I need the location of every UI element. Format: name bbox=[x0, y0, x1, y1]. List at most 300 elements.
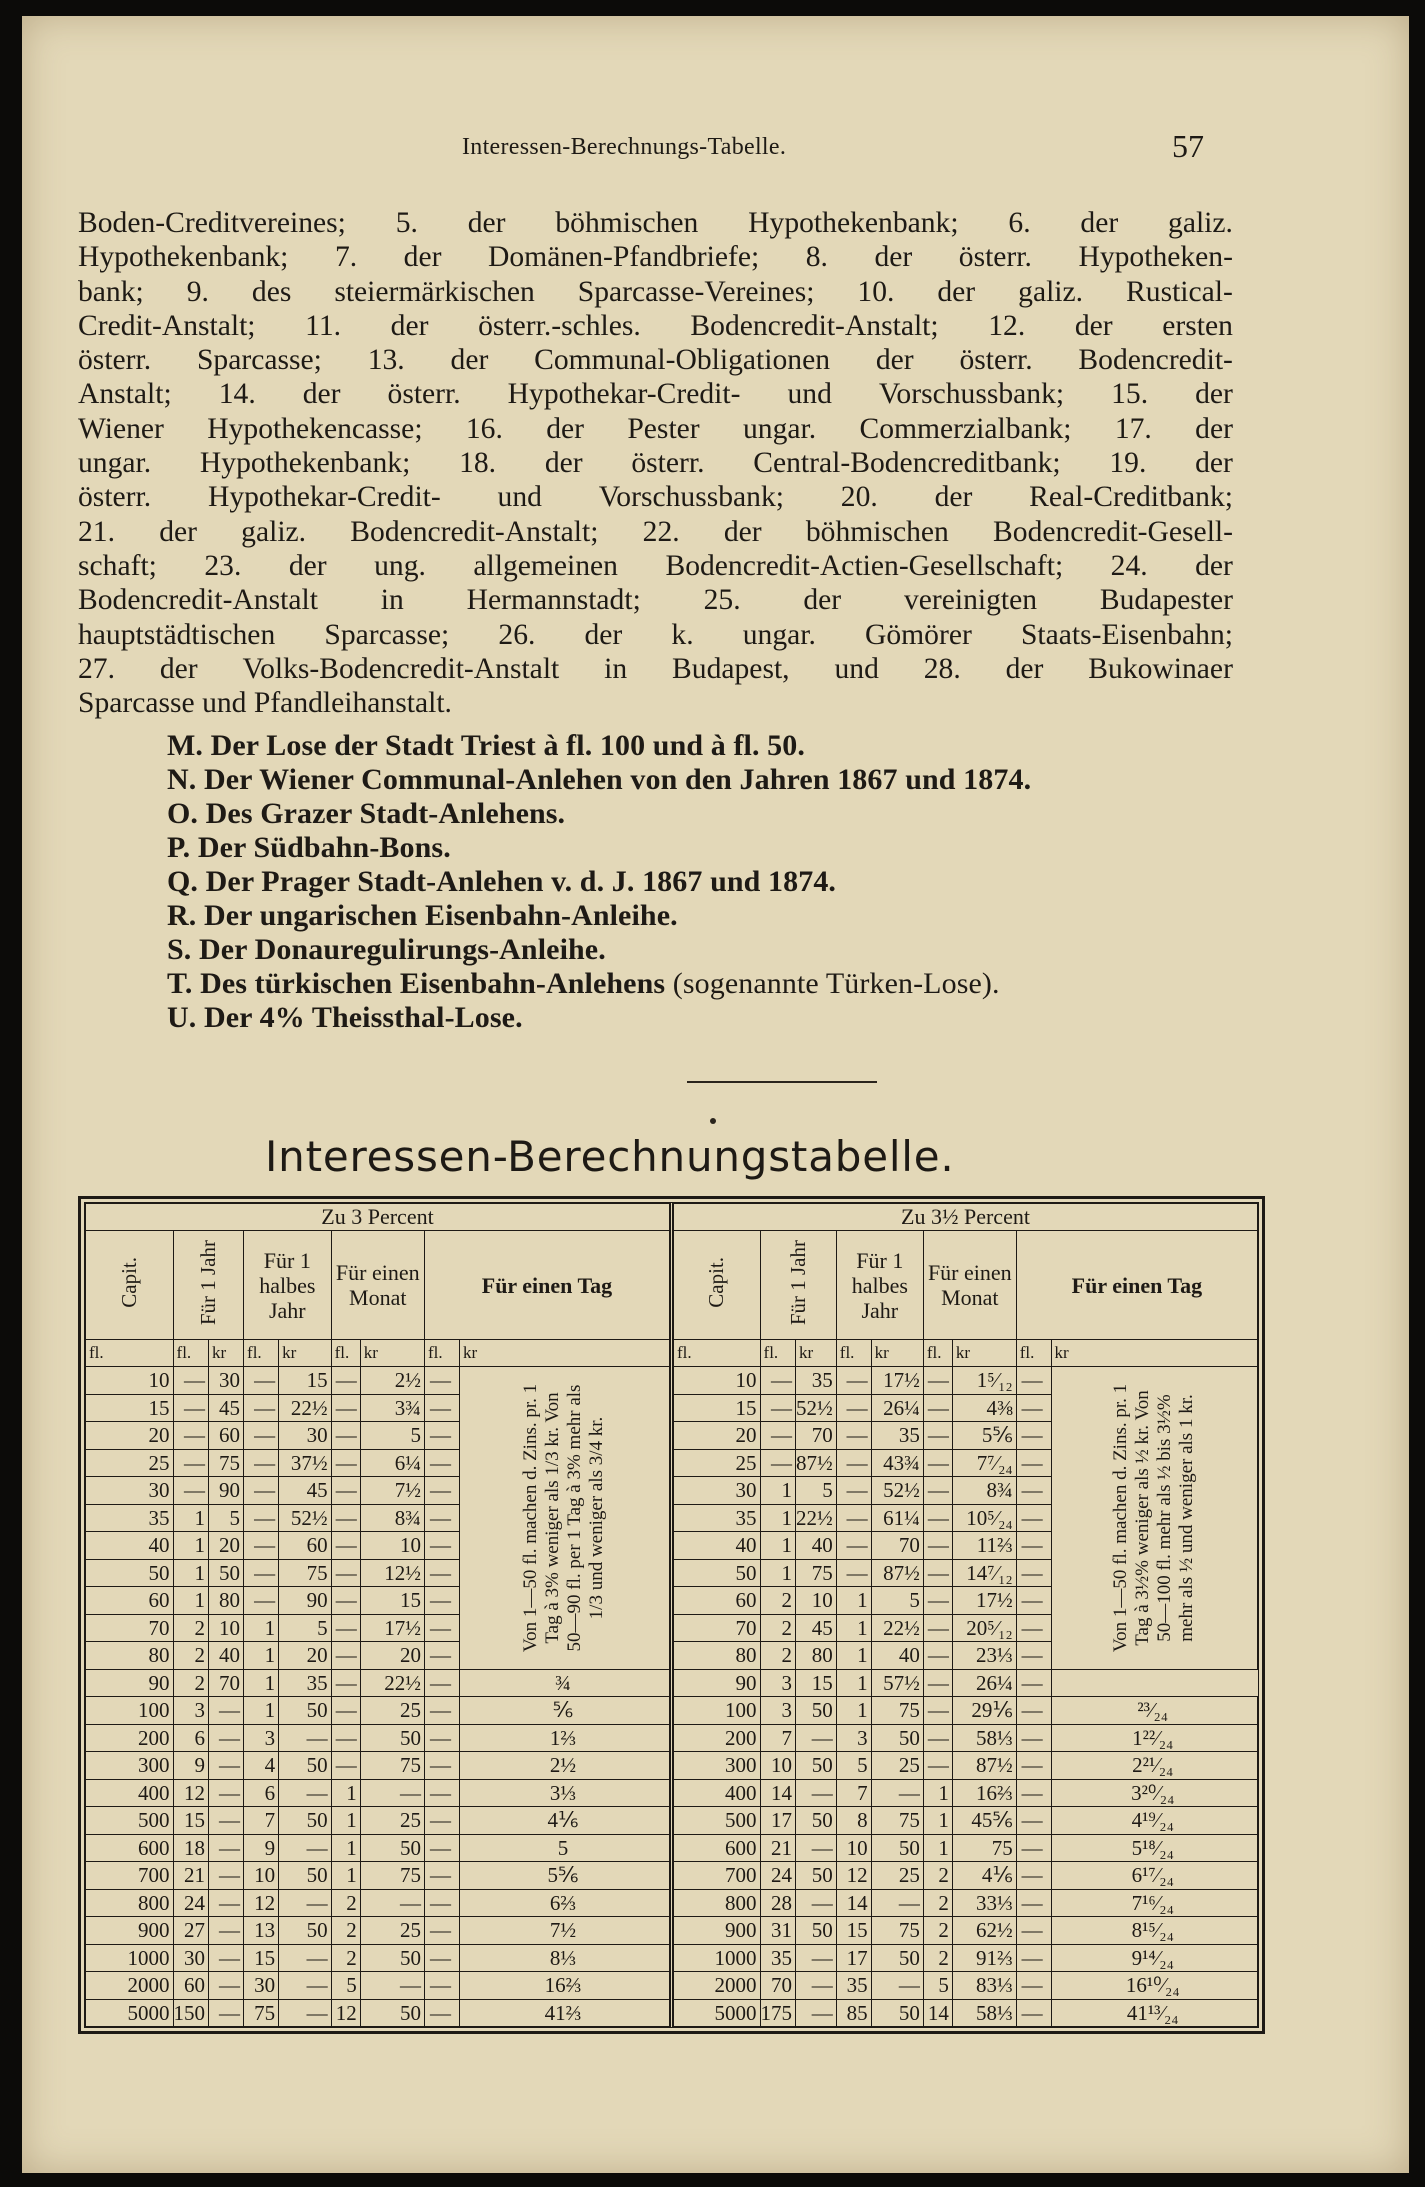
table-cell: 500 bbox=[674, 1807, 761, 1835]
table-cell: — bbox=[279, 1944, 332, 1972]
table-cell: 5 bbox=[923, 1972, 952, 2000]
word: Bodencredit-Actien-Gesellschaft; bbox=[665, 549, 1064, 582]
unit-label: fl. bbox=[86, 1340, 174, 1367]
table-row bbox=[86, 1917, 670, 1945]
header-month: Für einen Monat bbox=[923, 1231, 1016, 1340]
table-cell: — bbox=[424, 1394, 459, 1422]
table-cell: 15 bbox=[360, 1587, 424, 1615]
table-cell: 75 bbox=[871, 1697, 923, 1725]
header-day: Für einen Tag bbox=[424, 1231, 669, 1340]
table-cell: 80 bbox=[86, 1642, 174, 1670]
word: österr. bbox=[631, 447, 705, 480]
table-cell: 10 bbox=[796, 1587, 837, 1615]
body-paragraph bbox=[78, 206, 1233, 720]
table-cell: 1 bbox=[331, 1862, 360, 1890]
word: Budapest, bbox=[672, 652, 790, 685]
cell-day: 7¹⁶⁄₂₄ bbox=[1051, 1889, 1257, 1917]
table-cell: — bbox=[1016, 1642, 1051, 1670]
table-cell: — bbox=[424, 1614, 459, 1642]
header-half-year: Für 1 halbes Jahr bbox=[836, 1231, 923, 1340]
word: Budapester bbox=[1099, 584, 1233, 617]
word: Gömörer bbox=[864, 618, 972, 651]
table-cell: 50 bbox=[871, 1724, 923, 1752]
table-cell: 80 bbox=[796, 1642, 837, 1670]
table-row bbox=[674, 1917, 1258, 1945]
table-cell: — bbox=[836, 1559, 871, 1587]
table-cell: 10 bbox=[244, 1862, 279, 1890]
lot-item bbox=[167, 797, 1031, 831]
table-cell: — bbox=[923, 1587, 952, 1615]
table-row bbox=[86, 1834, 670, 1862]
word: 24. bbox=[1110, 549, 1148, 582]
word: Sparcasse-Vereines; bbox=[577, 275, 815, 308]
word: Hypotheken- bbox=[1078, 241, 1233, 274]
table-cell: 7½ bbox=[360, 1477, 424, 1505]
table-cell: — bbox=[871, 1972, 923, 2000]
word: Bukowinaer bbox=[1088, 652, 1233, 685]
table-cell: — bbox=[1016, 1889, 1051, 1917]
word: der bbox=[546, 412, 584, 445]
table-cell: 2000 bbox=[674, 1972, 761, 2000]
table-cell: 17½ bbox=[952, 1587, 1016, 1615]
table-cell: — bbox=[279, 1889, 332, 1917]
table-cell: 23⅓ bbox=[952, 1642, 1016, 1670]
table-cell: 1 bbox=[923, 1807, 952, 1835]
table-cell: 75 bbox=[360, 1862, 424, 1890]
lot-item bbox=[167, 729, 1031, 763]
table-cell: — bbox=[173, 1367, 209, 1395]
table-cell: 11⅔ bbox=[952, 1532, 1016, 1560]
table-title: Interessen-Berechnungstabelle. bbox=[265, 1132, 955, 1181]
header-capital-label: Capit. bbox=[116, 1257, 141, 1308]
table-cell: 61¼ bbox=[871, 1504, 923, 1532]
table-cell: 8¾ bbox=[952, 1477, 1016, 1505]
table-row bbox=[86, 1752, 670, 1780]
table-cell: 10 bbox=[209, 1614, 244, 1642]
table-row bbox=[86, 1779, 670, 1807]
word: Credit-Anstalt; bbox=[78, 309, 256, 342]
table-cell: — bbox=[760, 1449, 796, 1477]
table-cell: 70 bbox=[209, 1669, 244, 1697]
table-cell: 60 bbox=[279, 1532, 332, 1560]
table-cell: — bbox=[923, 1614, 952, 1642]
table-cell: 6¼ bbox=[360, 1449, 424, 1477]
table-cell: 300 bbox=[86, 1752, 174, 1780]
table-cell: 400 bbox=[86, 1779, 174, 1807]
table-half-3-percent bbox=[85, 1203, 670, 2027]
table-cell: — bbox=[244, 1559, 279, 1587]
table-cell: 400 bbox=[674, 1779, 761, 1807]
table-cell: 1 bbox=[331, 1834, 360, 1862]
table-cell: 8 bbox=[836, 1807, 871, 1835]
table-cell: 12½ bbox=[360, 1559, 424, 1587]
word: der bbox=[450, 344, 489, 377]
word: der bbox=[1195, 549, 1233, 582]
table-cell: — bbox=[209, 1752, 244, 1780]
word: der bbox=[1005, 652, 1044, 685]
table-cell: — bbox=[760, 1367, 796, 1395]
table-cell: — bbox=[1016, 1669, 1051, 1697]
word: Hypothekar-Credit- bbox=[207, 481, 441, 514]
word: galiz. bbox=[1168, 207, 1233, 239]
table-cell: — bbox=[923, 1669, 952, 1697]
table-cell: 5000 bbox=[86, 1999, 174, 2027]
word: k. bbox=[671, 618, 694, 651]
table-cell: 1 bbox=[244, 1697, 279, 1725]
table-cell: — bbox=[923, 1422, 952, 1450]
table-row bbox=[86, 1669, 670, 1697]
table-cell: — bbox=[279, 1834, 332, 1862]
table-cell: 75 bbox=[952, 1834, 1016, 1862]
table-cell: — bbox=[424, 1724, 459, 1752]
table-cell: 20 bbox=[209, 1532, 244, 1560]
unit-label: kr bbox=[360, 1340, 424, 1367]
table-cell: 45⅚ bbox=[952, 1807, 1016, 1835]
cell-day: 1⅔ bbox=[459, 1724, 669, 1752]
table-cell: 7 bbox=[836, 1779, 871, 1807]
word: Staats-Eisenbahn; bbox=[1020, 618, 1233, 651]
cell-day: 8⅓ bbox=[459, 1944, 669, 1972]
table-cell: — bbox=[923, 1752, 952, 1780]
word: Commerzialbank; bbox=[859, 412, 1072, 445]
text-line bbox=[78, 240, 1233, 274]
word: österr. bbox=[387, 378, 461, 411]
table-cell: — bbox=[424, 1587, 459, 1615]
table-cell: 80 bbox=[209, 1587, 244, 1615]
table-cell: 24 bbox=[760, 1862, 796, 1890]
table-cell: 2 bbox=[173, 1669, 209, 1697]
table-cell: 1 bbox=[244, 1642, 279, 1670]
table-cell: 70 bbox=[86, 1614, 174, 1642]
header-half-year: Für 1 halbes Jahr bbox=[244, 1231, 332, 1340]
table-cell: — bbox=[424, 1807, 459, 1835]
word: Hypothekencasse; bbox=[207, 412, 423, 445]
book-page bbox=[22, 16, 1409, 2173]
table-cell: 20 bbox=[674, 1422, 761, 1450]
table-cell: — bbox=[836, 1422, 871, 1450]
text-line bbox=[78, 686, 1233, 720]
table-cell: — bbox=[1016, 1999, 1051, 2027]
table-cell: 1 bbox=[331, 1779, 360, 1807]
word: 14. bbox=[218, 378, 256, 411]
word: 12. bbox=[988, 309, 1026, 342]
header-capital-label: Capit. bbox=[704, 1257, 729, 1308]
table-row bbox=[674, 1862, 1258, 1890]
running-header: Interessen-Berechnungs-Tabelle. bbox=[462, 134, 787, 160]
table-cell: 14⁷⁄₁₂ bbox=[952, 1559, 1016, 1587]
table-cell: 60 bbox=[173, 1972, 209, 2000]
table-cell: 50 bbox=[796, 1862, 837, 1890]
unit-label: fl. bbox=[244, 1340, 279, 1367]
cell-day: 8¹⁵⁄₂₄ bbox=[1051, 1917, 1257, 1945]
table-cell: 300 bbox=[674, 1752, 761, 1780]
table-cell: 40 bbox=[86, 1532, 174, 1560]
table-cell: 25 bbox=[360, 1917, 424, 1945]
table-cell: 5 bbox=[331, 1972, 360, 2000]
word: und bbox=[497, 481, 542, 514]
table-cell: 1 bbox=[836, 1697, 871, 1725]
cell-day: 2½ bbox=[459, 1752, 669, 1780]
cell-day: 16¹⁰⁄₂₄ bbox=[1051, 1972, 1257, 2000]
table-cell: 35 bbox=[86, 1504, 174, 1532]
table-cell: — bbox=[360, 1889, 424, 1917]
lot-label: S. Der Donauregulirungs-Anleihe. bbox=[167, 933, 606, 966]
word: der bbox=[403, 241, 442, 274]
word: der bbox=[875, 344, 914, 377]
table-cell: 600 bbox=[86, 1834, 174, 1862]
table-cell: 80 bbox=[674, 1642, 761, 1670]
table-cell: 52½ bbox=[871, 1477, 923, 1505]
table-cell: 10 bbox=[836, 1834, 871, 1862]
table-cell: 15 bbox=[279, 1367, 332, 1395]
word: Bodencredit- bbox=[1078, 344, 1233, 377]
word: 21. bbox=[78, 515, 115, 548]
table-cell: 2 bbox=[331, 1889, 360, 1917]
table-cell: 2½ bbox=[360, 1367, 424, 1395]
table-row bbox=[674, 1669, 1258, 1697]
table-cell: 14 bbox=[923, 1999, 952, 2027]
word: ungar. bbox=[78, 447, 152, 480]
table-cell: 2 bbox=[923, 1944, 952, 1972]
table-cell: — bbox=[244, 1477, 279, 1505]
table-cell: — bbox=[923, 1449, 952, 1477]
table-cell: 26¼ bbox=[871, 1394, 923, 1422]
word: der bbox=[937, 275, 976, 308]
table-cell: 15 bbox=[796, 1669, 837, 1697]
table-cell: 2 bbox=[923, 1889, 952, 1917]
table-cell: 50 bbox=[279, 1862, 332, 1890]
text-line bbox=[78, 618, 1233, 652]
table-cell: 45 bbox=[279, 1477, 332, 1505]
word: 15. bbox=[1111, 378, 1149, 411]
table-cell: — bbox=[796, 1834, 837, 1862]
table-cell: — bbox=[209, 1917, 244, 1945]
table-cell: 1 bbox=[244, 1614, 279, 1642]
table-cell: 12 bbox=[173, 1779, 209, 1807]
table-cell: 22½ bbox=[360, 1669, 424, 1697]
word: Bodencredit-Gesell- bbox=[993, 515, 1233, 548]
table-cell: 50 bbox=[279, 1807, 332, 1835]
table-cell: 20⁵⁄₁₂ bbox=[952, 1614, 1016, 1642]
table-cell: 50 bbox=[279, 1917, 332, 1945]
table-cell: 50 bbox=[796, 1752, 837, 1780]
word: Bodencredit-Anstalt bbox=[78, 584, 318, 617]
unit-label: fl. bbox=[331, 1340, 360, 1367]
text-line bbox=[78, 412, 1233, 446]
table-cell: — bbox=[424, 1422, 459, 1450]
table-cell: 35 bbox=[760, 1944, 796, 1972]
table-cell: 50 bbox=[360, 1944, 424, 1972]
table-cell: 1 bbox=[760, 1504, 796, 1532]
text-line bbox=[78, 583, 1233, 617]
table-cell: 3 bbox=[244, 1724, 279, 1752]
table-cell: 75 bbox=[360, 1752, 424, 1780]
table-cell: 800 bbox=[86, 1889, 174, 1917]
word: 5. bbox=[395, 207, 418, 239]
table-cell: 600 bbox=[674, 1834, 761, 1862]
table-cell: — bbox=[1016, 1587, 1051, 1615]
table-cell: — bbox=[796, 1779, 837, 1807]
table-cell: — bbox=[331, 1532, 360, 1560]
table-cell: 17 bbox=[760, 1807, 796, 1835]
table-cell: — bbox=[244, 1449, 279, 1477]
table-cell: 85 bbox=[836, 1999, 871, 2027]
word: der bbox=[544, 447, 583, 480]
word: Communal-Obligationen bbox=[534, 344, 831, 377]
table-cell: 90 bbox=[209, 1477, 244, 1505]
table-cell: 50 bbox=[360, 1999, 424, 2027]
cell-day: 41⅔ bbox=[459, 1999, 669, 2027]
table-cell: — bbox=[1016, 1862, 1051, 1890]
word: Rustical- bbox=[1126, 275, 1233, 308]
table-cell: — bbox=[424, 1917, 459, 1945]
table-cell: 12 bbox=[331, 1999, 360, 2027]
table-cell: 57½ bbox=[871, 1669, 923, 1697]
table-cell: — bbox=[244, 1532, 279, 1560]
table-cell: 100 bbox=[674, 1697, 761, 1725]
word: der bbox=[1080, 207, 1119, 239]
word: 16. bbox=[465, 412, 503, 445]
table-cell: 900 bbox=[674, 1917, 761, 1945]
word: Central-Bodencreditbank; bbox=[753, 447, 1061, 480]
table-cell: 31 bbox=[760, 1917, 796, 1945]
table-cell: — bbox=[209, 1724, 244, 1752]
table-cell: — bbox=[424, 1697, 459, 1725]
table-cell: 75 bbox=[796, 1559, 837, 1587]
day-note bbox=[459, 1367, 669, 1670]
table-cell: — bbox=[424, 1779, 459, 1807]
table-cell: 35 bbox=[796, 1367, 837, 1395]
table-cell: — bbox=[424, 1477, 459, 1505]
lot-item bbox=[167, 865, 1031, 899]
word: österr. bbox=[78, 481, 152, 514]
table-cell: 30 bbox=[86, 1477, 174, 1505]
text-line bbox=[78, 309, 1233, 343]
table-cell: 25 bbox=[674, 1449, 761, 1477]
table-row bbox=[674, 1834, 1258, 1862]
rule-dot bbox=[710, 1118, 716, 1124]
table-cell: — bbox=[760, 1394, 796, 1422]
table-cell: 50 bbox=[86, 1559, 174, 1587]
table-cell: 22½ bbox=[796, 1504, 837, 1532]
table-cell: — bbox=[1016, 1697, 1051, 1725]
word: Volks-Bodencredit-Anstalt bbox=[242, 652, 560, 685]
word: ungar. bbox=[742, 412, 817, 445]
table-cell: 2 bbox=[760, 1587, 796, 1615]
lots-list bbox=[167, 729, 1031, 1035]
table-cell: — bbox=[331, 1394, 360, 1422]
table-cell: 50 bbox=[279, 1752, 332, 1780]
table-cell: 10 bbox=[674, 1367, 761, 1395]
table-cell: 25 bbox=[86, 1449, 174, 1477]
table-cell: 52½ bbox=[796, 1394, 837, 1422]
table-cell: 2000 bbox=[86, 1972, 174, 2000]
word: steiermärkischen bbox=[334, 275, 535, 308]
table-cell: — bbox=[209, 1944, 244, 1972]
cell-day: 4⅙ bbox=[459, 1807, 669, 1835]
table-cell: — bbox=[209, 1834, 244, 1862]
table-cell: 1 bbox=[836, 1669, 871, 1697]
header-capital bbox=[674, 1231, 761, 1340]
lot-label: U. Der 4% Theissthal-Lose. bbox=[167, 1001, 523, 1034]
table-cell: 28 bbox=[760, 1889, 796, 1917]
table-cell: — bbox=[424, 1999, 459, 2027]
table-cell: — bbox=[424, 1559, 459, 1587]
table-cell: — bbox=[1016, 1532, 1051, 1560]
header-capital bbox=[86, 1231, 174, 1340]
table-cell: 2 bbox=[331, 1944, 360, 1972]
table-cell: 100 bbox=[86, 1697, 174, 1725]
table-row bbox=[674, 1944, 1258, 1972]
word: 7. bbox=[334, 241, 358, 274]
word: 10. bbox=[857, 275, 895, 308]
text-line bbox=[78, 480, 1233, 514]
table-cell: 30 bbox=[279, 1422, 332, 1450]
cell-day: 7½ bbox=[459, 1917, 669, 1945]
table-cell: 87½ bbox=[871, 1559, 923, 1587]
table-cell: — bbox=[1016, 1394, 1051, 1422]
word: hauptstädtischen bbox=[78, 618, 276, 651]
table-half-3-5-percent bbox=[670, 1203, 1258, 2027]
table-cell: 30 bbox=[209, 1367, 244, 1395]
table-cell: — bbox=[173, 1394, 209, 1422]
word: in bbox=[604, 652, 628, 685]
word: österr. bbox=[78, 344, 152, 377]
table-cell: — bbox=[836, 1504, 871, 1532]
table-cell: — bbox=[836, 1449, 871, 1477]
table-cell: — bbox=[244, 1422, 279, 1450]
word: 6. bbox=[1008, 207, 1031, 239]
lot-label: M. Der Lose der Stadt Triest à fl. 100 und à fl. 50. bbox=[167, 729, 805, 762]
word: Hypothekenbank; bbox=[748, 207, 959, 239]
table-cell: — bbox=[209, 1779, 244, 1807]
table-cell: 1 bbox=[760, 1532, 796, 1560]
table-cell: 40 bbox=[871, 1642, 923, 1670]
table-cell: 30 bbox=[674, 1477, 761, 1505]
text-line bbox=[78, 206, 1233, 240]
table-cell: 175 bbox=[760, 1999, 796, 2027]
table-cell: 43¾ bbox=[871, 1449, 923, 1477]
table-cell: 18 bbox=[173, 1834, 209, 1862]
table-cell: 9 bbox=[244, 1834, 279, 1862]
word: 27. bbox=[78, 652, 115, 685]
table-cell: — bbox=[923, 1642, 952, 1670]
cell-day: 16⅔ bbox=[459, 1972, 669, 2000]
text-line bbox=[78, 446, 1233, 480]
table-cell: — bbox=[424, 1504, 459, 1532]
table-cell: 700 bbox=[86, 1862, 174, 1890]
cell-day: ²³⁄₂₄ bbox=[1051, 1697, 1257, 1725]
table-cell: 21 bbox=[173, 1862, 209, 1890]
table-cell: — bbox=[796, 1944, 837, 1972]
table-cell: — bbox=[331, 1724, 360, 1752]
word: der bbox=[803, 584, 842, 617]
table-cell: 14 bbox=[760, 1779, 796, 1807]
unit-label: kr bbox=[871, 1340, 923, 1367]
table-cell: — bbox=[796, 1999, 837, 2027]
cell-day: 3⅓ bbox=[459, 1779, 669, 1807]
table-cell: — bbox=[1016, 1944, 1051, 1972]
table-cell: — bbox=[244, 1504, 279, 1532]
table-cell: 15 bbox=[674, 1394, 761, 1422]
table-cell: — bbox=[279, 1724, 332, 1752]
table-cell: — bbox=[173, 1449, 209, 1477]
table-row bbox=[674, 1779, 1258, 1807]
table-cell: — bbox=[1016, 1422, 1051, 1450]
table-cell: 60 bbox=[86, 1587, 174, 1615]
table-cell: — bbox=[331, 1477, 360, 1505]
table-cell: 45 bbox=[209, 1394, 244, 1422]
